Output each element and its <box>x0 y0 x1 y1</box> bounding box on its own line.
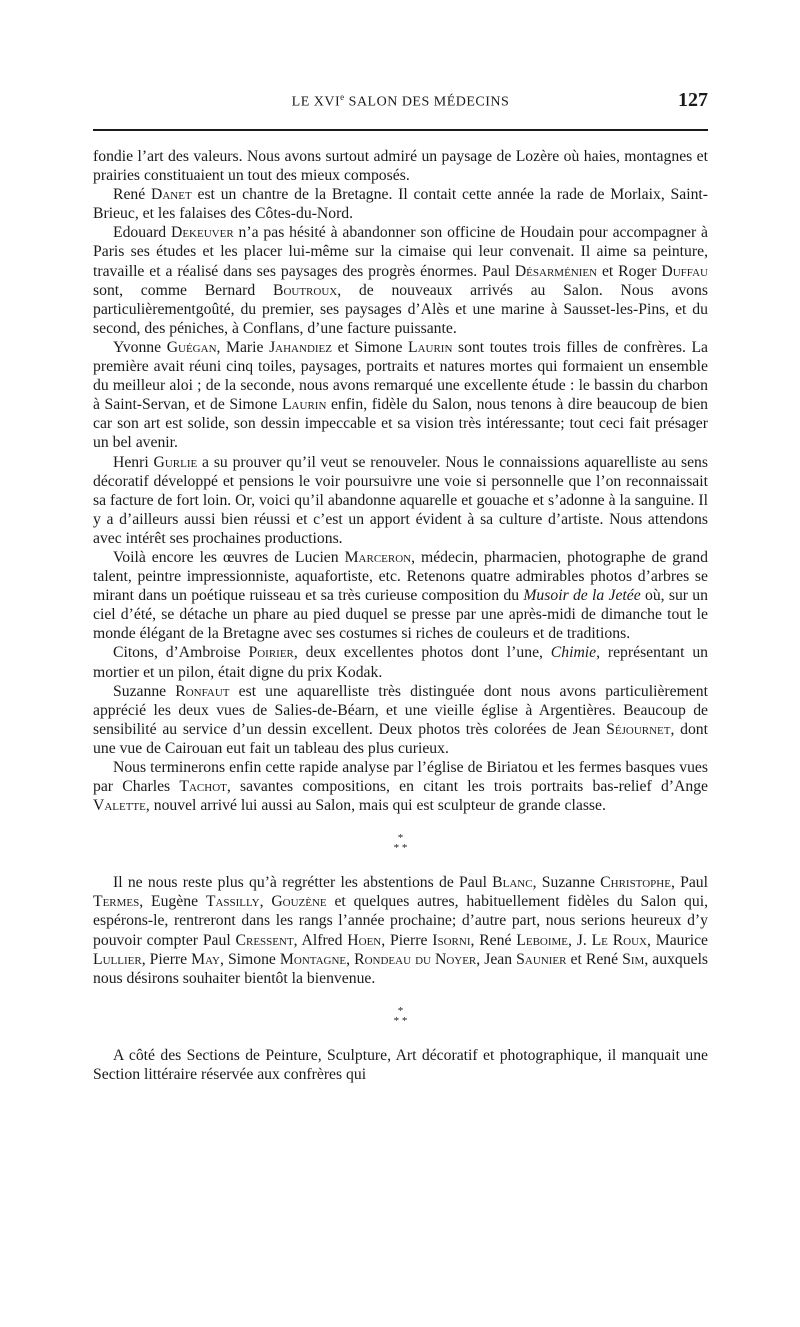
title-italic: Chimie, <box>550 644 601 662</box>
paragraph: René Danet est un chantre de la Bretagne. Il contait cette année la rade de Morlaix, Saint-Brieuc, et les falaises des Côtes-du-Nord. <box>93 186 709 223</box>
name-small-caps: Valette <box>93 797 146 815</box>
page-number: 127 <box>678 89 708 111</box>
name-small-caps: Montagne <box>279 950 347 968</box>
name-small-caps: Gouzène <box>271 893 327 911</box>
name-small-caps: Tassilly <box>205 893 260 911</box>
title-italic: Musoir de la Jetée <box>523 587 641 605</box>
paragraph: A côté des Sections de Peinture, Sculpture, Art décoratif et photographique, il manquait une Section littéraire réservée aux confrères qui <box>93 1046 708 1083</box>
asterism-top: * <box>397 832 404 845</box>
name-small-caps: Ronfaut <box>175 682 230 700</box>
header-rule <box>93 129 708 131</box>
name-small-caps: Blanc <box>492 874 533 892</box>
paragraph: Il ne nous reste plus qu’à regrétter les abstentions de Paul Blanc, Suzanne Christophe, Paul Termes, Eugène Tassilly, Gouzène et quelques autres, habituellement fidèles du Salon qui, espérons-le, rentreront dans les rangs l’année prochaine; d’autre part, nous serions heureux d’y pouvoir compter Paul Cressent, Alfred Hoen, Pierre Isorni, René Leboime, J. Le Roux, Maurice Lullier, Pierre May, Simone Montagne, Rondeau du Noyer, Jean Saunier et René Sim, auxquels nous désirons souhaiter bientôt la bienvenue. <box>93 874 709 987</box>
name-small-caps: Danet <box>151 186 192 204</box>
asterism-separator <box>93 833 708 853</box>
body-text <box>93 147 708 1084</box>
name-small-caps: Termes <box>93 893 140 911</box>
name-small-caps: Leboime <box>516 931 569 949</box>
paragraph: Henri Gurlie a su prouver qu’il veut se renouveler. Nous le connaissions aquarelliste au sens décoratif développé et pensions le voir poursuivre une voie si personnelle que l’on reconnaissait sa facture de fort loin. Or, voici qu’il abandonne aquarelle et gouache et s’adonne à la sanguine. Il y a d’ailleurs aussi bien réussi et c’est un apport évident à sa culture d’artiste. Nous attendons avec intérêt ses prochaines productions. <box>93 453 708 547</box>
paragraph: Edouard Dekeuver n’a pas hésité à abandonner son officine de Houdain pour accompagner à Paris ses études et les placer lui-même sur la cimaise qui leur convenait. Il aime sa peinture, travaille et a réalisé dans ses paysages des progrès énormes. Paul Désarménien et Roger Duffau sont, comme Bernard Boutroux, de nouveaux arrivés au Salon. Nous avons particulièrementgoûté, du premier, ses paysages d’Alès et une marine à Sausset-les-Pins, et du second, des péniches, à Conflans, d’une facture puissante. <box>93 224 708 337</box>
name-small-caps: Le Roux <box>591 931 648 949</box>
asterism-bottom: * * <box>393 1014 408 1027</box>
paragraph: Voilà encore les œuvres de Lucien Marceron, médecin, pharmacien, photographe de grand talent, peintre impressionniste, aquafortiste, etc. Retenons quatre admirables photos d’arbres se mirant dans un poétique ruisseau et sa très curieuse composition du Musoir de la Jetée où, sur un ciel d’été, se détache un phare au pied duquel se presse par une après-midi de dimanche tout le monde élégant de la Bretagne avec ses costumes si riches de couleurs et de traditions. <box>93 548 708 643</box>
name-small-caps: May <box>191 950 220 968</box>
asterism-top: * <box>397 1004 404 1017</box>
name-small-caps: Tachot <box>179 778 227 796</box>
paragraph: Suzanne Ronfaut est une aquarelliste très distinguée dont nous avons particulièrement apprécié les deux vues de Salies-de-Béarn, et une vieille église à Argentières. Beaucoup de sensibilité au service d’un dessin excellent. Deux photos très colorées de Jean Séjournet, dont une vue de Cairouan eut fait un tableau des plus curieux. <box>93 682 709 757</box>
paragraph: Citons, d’Ambroise Poirier, deux excellentes photos dont l’une, Chimie, représentant un mortier et un pilon, était digne du prix Kodak. <box>93 644 709 681</box>
name-small-caps: Boutroux <box>272 281 338 299</box>
name-small-caps: Désarménien <box>514 262 598 280</box>
name-small-caps: Guégan <box>166 338 217 356</box>
paragraph: fondie l’art des valeurs. Nous avons surtout admiré un paysage de Lozère où haies, montagnes et prairies constituaient un tout des mieux composés. <box>93 148 708 185</box>
name-small-caps: Poirier <box>248 644 294 662</box>
paragraph: Yvonne Guégan, Marie Jahandiez et Simone Laurin sont toutes trois filles de confrères. La première avait réuni cinq toiles, paysages, portraits et natures mortes qui formaient un ensemble du meilleur aloi ; de la seconde, nous avons remarqué une excellente étude : le bassin du charbon à Saint-Servan, et de Simone Laurin enfin, fidèle du Salon, nous tenons à dire beaucoup de bien car son art est solide, son dessin impeccable et sa vision très intéressante; tout ceci fait présager un bel avenir. <box>93 338 709 452</box>
name-small-caps: Jahandiez <box>269 338 332 356</box>
name-small-caps: Laurin <box>281 396 327 414</box>
name-small-caps: Marceron <box>344 548 412 566</box>
name-small-caps: Cressent <box>235 931 294 949</box>
paragraph: Nous terminerons enfin cette rapide analyse par l’église de Biriatou et les fermes basques vues par Charles Tachot, savantes compositions, en citant les trois portraits bas-relief d’Ange Valette, nouvel arrivé lui aussi au Salon, mais qui est sculpteur de grande classe. <box>93 759 708 815</box>
page-header <box>93 89 708 122</box>
name-small-caps: Dekeuver <box>171 224 234 242</box>
name-small-caps: Séjournet <box>606 720 671 738</box>
name-small-caps: Gurlie <box>153 453 198 471</box>
name-small-caps: Lullier <box>93 950 142 968</box>
asterism-separator <box>93 1006 708 1026</box>
running-head: LE XVIe SALON DES MÉDECINS <box>291 92 510 110</box>
name-small-caps: Sim <box>622 950 645 968</box>
name-small-caps: Saunier <box>516 950 567 968</box>
name-small-caps: Duffau <box>661 262 708 280</box>
name-small-caps: Isorni <box>432 931 471 949</box>
asterism-bottom: * * <box>393 842 408 855</box>
name-small-caps: Laurin <box>408 338 453 356</box>
name-small-caps: Christophe <box>600 874 671 892</box>
name-small-caps: Rondeau du Noyer <box>354 950 477 968</box>
name-small-caps: Hoen <box>347 931 382 949</box>
